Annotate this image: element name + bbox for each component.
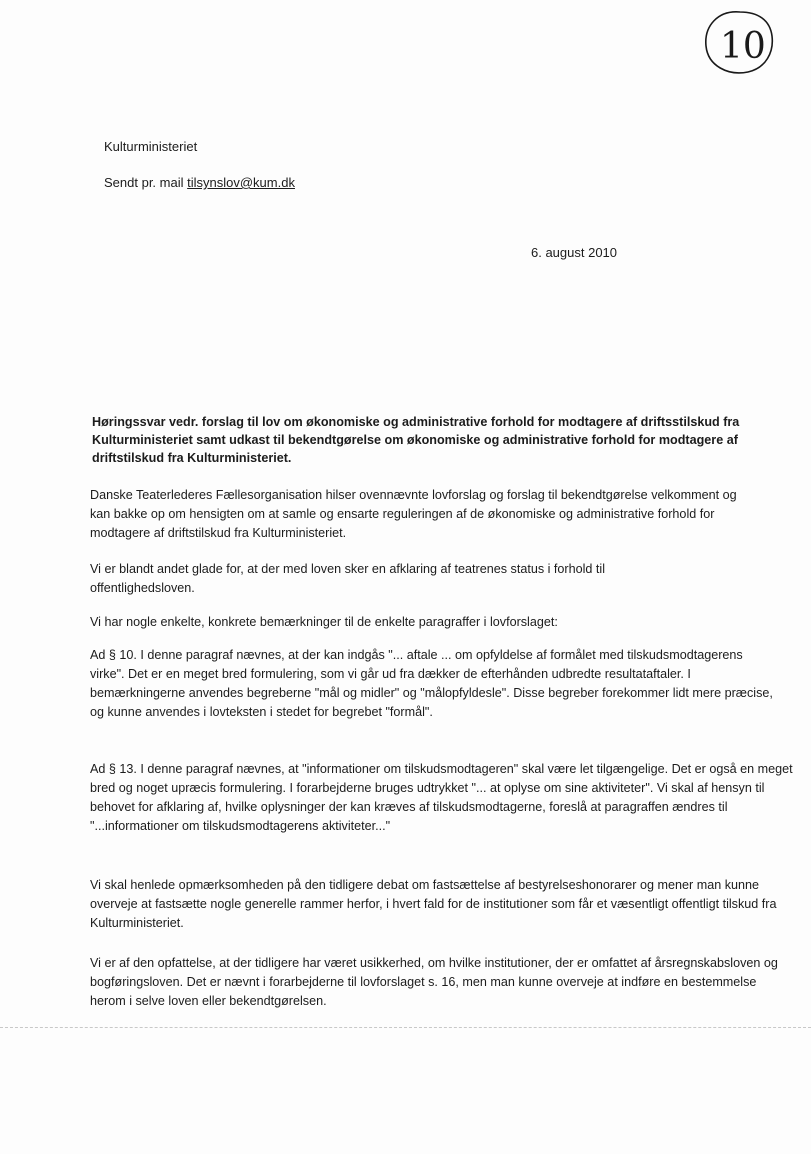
sent-prefix: Sendt pr. mail	[104, 175, 184, 190]
letter-subject-heading: Høringssvar vedr. forslag til lov om økonomiske og administrative forhold for modtagere af driftsstilskud fra Kulturministeriet samt udkast til bekendtgørelse om økonomiske og administrative forhold for modtagere af driftstilskud fra Kulturministeriet.	[92, 415, 740, 465]
recipient: Kulturministeriet	[104, 139, 198, 154]
stamp-number: 10	[720, 26, 766, 67]
paragraph-remarks-intro: Vi har nogle enkelte, konkrete bemærkninger til de enkelte paragraffer i lovforslaget:	[90, 615, 558, 629]
paragraph-board-fees: Vi skal henlede opmærksomheden på den tidligere debat om fastsættelse af bestyrelseshonorarer og mener man kunne overveje at fastsætte nogle generelle rammer herfor, i hvert fald for de institutioner som får et væsentligt offentligt tilskud fra Kulturministeriet.	[90, 878, 777, 930]
paragraph-accounting-laws: Vi er af den opfattelse, at der tidligere har været usikkerhed, om hvilke institutioner, der er omfattet af årsregnskabsloven og bogføringsloven. Det er nævnt i forarbejderne til lovforslaget s. 16, men man kunne overveje at indføre en bestemmelse herom i selve loven eller bekendtgørelsen.	[90, 956, 778, 1008]
paragraph-offentlighedsloven: Vi er blandt andet glade for, at der med loven sker en afklaring af teatrenes status i forhold til offentlighedsloven.	[90, 562, 606, 595]
recipient-email-link[interactable]: tilsynslov@kum.dk	[187, 175, 295, 190]
handwritten-page-number-stamp	[700, 8, 776, 78]
circle-stamp-icon	[700, 8, 776, 78]
paragraph-intro: Danske Teaterlederes Fællesorganisation hilser ovennævnte lovforslag og forslag til bekendtgørelse velkomment og kan bakke op om hensigten om at samle og ensarte reguleringen af de økonomiske og administrative forhold for modtagere af driftstilskud fra Kulturministeriet.	[90, 488, 737, 540]
paragraph-section-13: Ad § 13. I denne paragraf nævnes, at "informationer om tilskudsmodtageren" skal være let tilgængelige. Det er også en meget bred og noget upræcis formulering. I forarbejderne bruges udtrykket "... at oplyse om sine aktiviteter". Vi skal af hensyn til behovet for afklaring af, hvilke oplysninger der kan kræves af tilskudsmodtagerne, foreslå at paragraffen ændres til "...informationer om tilskudsmodtagerens aktiviteter..."	[90, 762, 793, 833]
page-divider	[0, 1027, 811, 1028]
sent-by-mail-line	[104, 175, 295, 191]
paragraph-section-10: Ad § 10. I denne paragraf nævnes, at der kan indgås "... aftale ... om opfyldelse af formålet med tilskudsmodtagerens virke". Det er en meget bred formulering, som vi går ud fra dækker de efterhånden udbredte resultataftaler. I bemærkningerne anvendes begreberne "mål og midler" og "målopfyldesle". Disse begreber forekommer lidt mere præcise, og kunne anvendes i lovteksten i stedet for begrebet "formål".	[90, 648, 773, 719]
letter-date: 6. august 2010	[531, 245, 618, 260]
